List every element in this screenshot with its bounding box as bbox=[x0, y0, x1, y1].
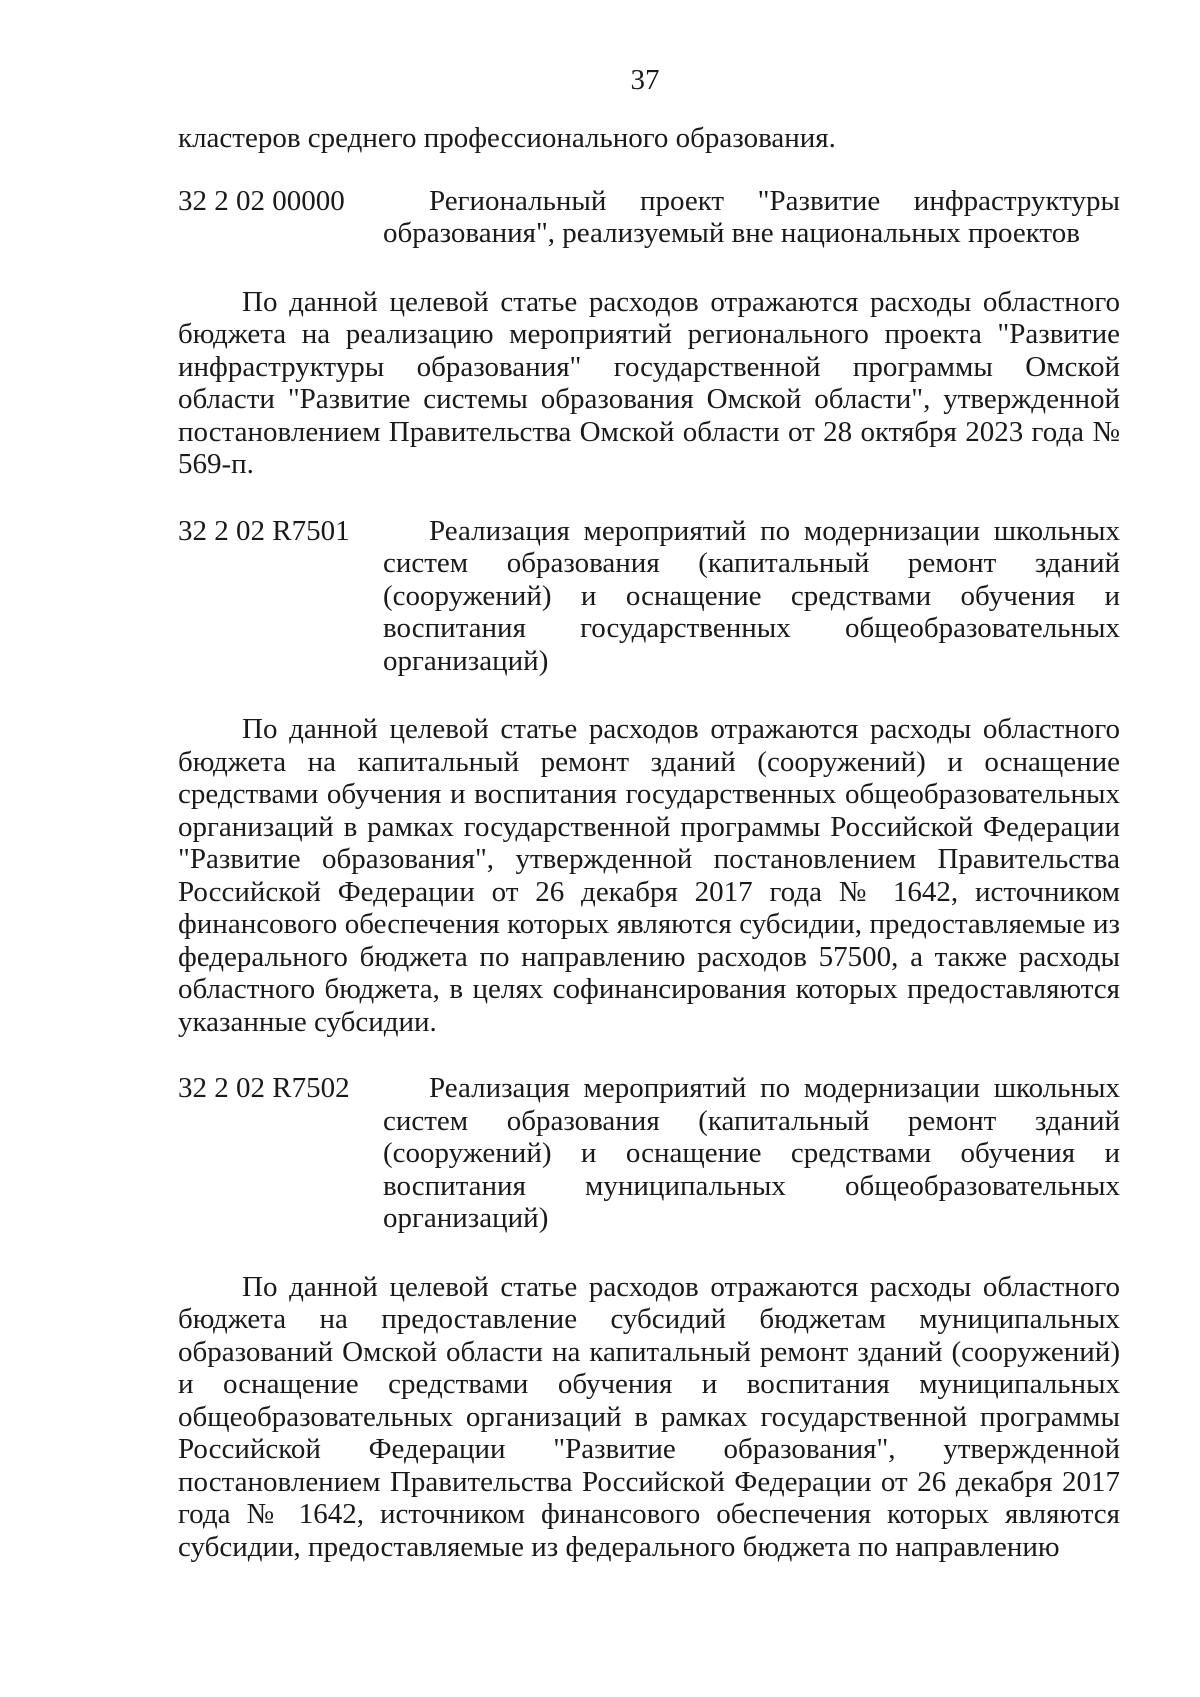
document-body bbox=[178, 122, 1120, 1563]
budget-code: 32 2 02 R7501 bbox=[178, 514, 350, 547]
intro-line: кластеров среднего профессионального образования. bbox=[178, 122, 836, 154]
budget-entry bbox=[178, 515, 1120, 678]
budget-code: 32 2 02 00000 bbox=[178, 184, 345, 217]
budget-entry bbox=[178, 1072, 1120, 1235]
budget-title: Реализация мероприятий по модернизации школьных систем образования (капитальный ремонт зданий (сооружений) и оснащение средствами обучения и воспитания государственных общеобразовательных организаций) bbox=[383, 514, 1120, 677]
budget-description: По данной целевой статье расходов отражаются расходы областного бюджета на реализацию мероприятий регионального проекта "Развитие инфраструктуры образования" государственной программы Омской области "Развитие системы образования Омской области", утвержденной постановлением Правительства Омской области от 28 октября 2023 года № 569-п. bbox=[178, 285, 1120, 480]
budget-entry bbox=[178, 185, 1120, 250]
budget-description: По данной целевой статье расходов отражаются расходы областного бюджета на капитальный ремонт зданий (сооружений) и оснащение средствами обучения и воспитания государственных общеобразовательных организаций в рамках государственной программы Российской Федерации "Развитие образования", утвержденной постановлением Правительства Российской Федерации от 26 декабря 2017 года № 1642, источником финансового обеспечения которых являются субсидии, предоставляемые из федерального бюджета по направлению расходов 57500, а также расходы областного бюджета, в целях софинансирования которых предоставляются указанные субсидии. bbox=[178, 713, 1120, 1038]
budget-title: Региональный проект "Развитие инфраструктуры образования", реализуемый вне национальных проектов bbox=[383, 184, 1120, 249]
budget-description: По данной целевой статье расходов отражаются расходы областного бюджета на предоставление субсидий бюджетам муниципальных образований Омской области на капитальный ремонт зданий (сооружений) и оснащение средствами обучения и воспитания муниципальных общеобразовательных организаций в рамках государственной программы Российской Федерации "Развитие образования", утвержденной постановлением Правительства Российской Федерации от 26 декабря 2017 года № 1642, источником финансового обеспечения которых являются субсидии, предоставляемые из федерального бюджета по направлению bbox=[178, 1270, 1120, 1563]
budget-title: Реализация мероприятий по модернизации школьных систем образования (капитальный ремонт зданий (сооружений) и оснащение средствами обучения и воспитания муниципальных общеобразовательных организаций) bbox=[383, 1072, 1120, 1234]
page-number: 37 bbox=[630, 64, 660, 96]
budget-code: 32 2 02 R7502 bbox=[178, 1072, 350, 1104]
